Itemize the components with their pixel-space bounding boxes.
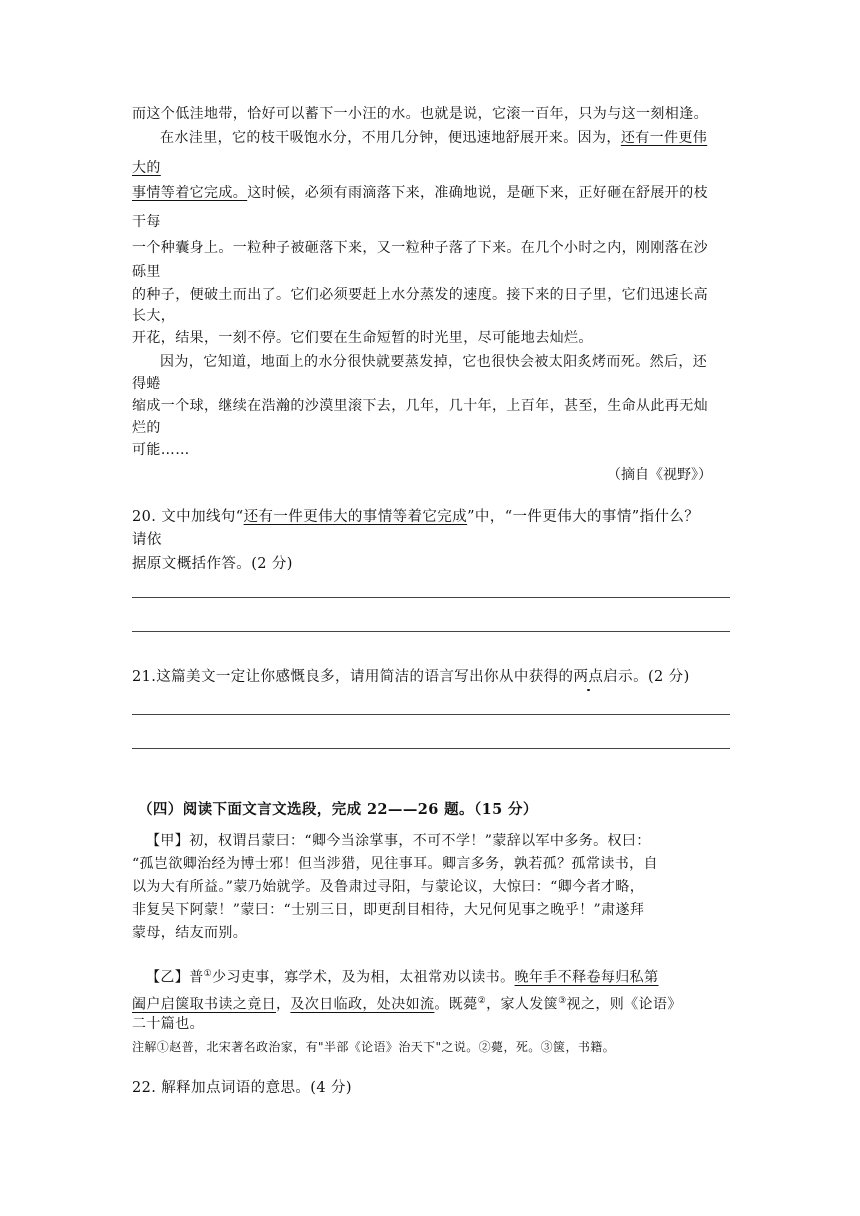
yi-line-2: 阖户启箧取书读之竟日，及次日临政，处决如流。既薨②，家人发箧③视之，则《论语》: [132, 996, 682, 1013]
answer-line-21-2[interactable]: [132, 748, 730, 749]
passage-line-9: 长大，: [132, 308, 176, 324]
answer-line-20-2[interactable]: [132, 631, 730, 632]
annotation-note: 注解①赵普，北宋著名政治家，有"半部《论语》治天下"之说。②薨，死。③箧，书籍。: [132, 1040, 616, 1054]
passage-line-11: 因为，它知道，地面上的水分很快就要蒸发掉，它也很快会被太阳炙烤而死。然后，还: [160, 354, 708, 370]
section-4-title: （四）阅读下面文言文选段，完成 22——26 题。（15 分）: [138, 801, 538, 818]
passage-line-5: 干每: [132, 214, 161, 230]
source-citation: （摘自《视野》）: [607, 467, 712, 483]
passage-line-3: 大的: [132, 160, 161, 176]
yi-line-3: 二十篇也。: [132, 1016, 204, 1032]
question-21: 21.这篇美文一定让你感慨良多，请用简洁的语言写出你从中获得的两点启示。(2 分): [132, 669, 690, 685]
passage-line-8: 的种子，便破土而出了。它们必须要赶上水分蒸发的速度。接下来的日子里，它们迅速长高: [132, 287, 708, 303]
passage-line-4: 事情等着它完成。这时候，必须有雨滴落下来，准确地说，是砸下来，正好砸在舒展开的枝: [132, 185, 709, 201]
passage-line-6: 一个种囊身上。一粒种子被砸落下来，又一粒种子落了下来。在几个小时之内，刚刚落在沙: [132, 240, 708, 256]
jia-line-3: 以为大有所益。”蒙乃始就学。及鲁肃过寻阳，与蒙论议，大惊曰：“卿今者才略，: [132, 879, 645, 895]
passage-line-1: 而这个低洼地带，恰好可以蓄下一小汪的水。也就是说，它滚一百年，只为与这一刻相逢。: [132, 106, 708, 122]
passage-line-12: 得蜷: [132, 376, 161, 392]
jia-line-4: 非复吴下阿蒙！”蒙曰：“士别三日，即更刮目相待，大兄何见事之晚乎！”肃遂拜: [132, 902, 645, 918]
jia-line-2: “孤岂欲卿治经为博士邪！但当涉猎，见往事耳。卿言多务，孰若孤？孤常读书，自: [132, 856, 658, 872]
yi-underlined-3: 及次日临政，处决如流: [290, 996, 435, 1013]
underlined-sentence-part-1: 还有一件更伟: [620, 130, 708, 146]
passage-line-15: 可能……: [132, 442, 190, 458]
passage-line-2: 在水洼里，它的枝干吸饱水分，不用几分钟，便迅速地舒展开来。因为，还有一件更伟: [160, 130, 708, 146]
passage-line-14: 烂的: [132, 420, 161, 436]
question-20: 20. 文中加线句“还有一件更伟大的事情等着它完成”中，“一件更伟大的事情”指什么？: [132, 509, 700, 525]
dotted-words: 两点: [573, 669, 604, 685]
yi-line-1: 【乙】普①少习吏事，寡学术，及为相，太祖常劝以读书。晚年手不释卷每归私第: [146, 969, 659, 986]
answer-line-21-1[interactable]: [132, 714, 730, 715]
q20-quoted-sentence: 还有一件更伟大的事情等着它完成: [243, 509, 468, 525]
question-20-line-2: 请依: [132, 532, 162, 548]
jia-line-5: 蒙母，结友而别。: [132, 925, 248, 941]
question-22: 22. 解释加点词语的意思。(4 分): [132, 1080, 352, 1096]
passage-line-10: 开花，结果，一刻不停。它们要在生命短暂的时光里，尽可能地去灿烂。: [132, 330, 593, 346]
question-20-line-3: 据原文概括作答。(2 分): [132, 556, 293, 572]
jia-line-1: 【甲】初，权谓吕蒙曰：“卿今当涂掌事，不可不学！”蒙辞以军中多务。权曰：: [146, 833, 651, 849]
yi-underlined-2: 阖户启箧取书读之竟日: [132, 996, 276, 1013]
yi-underlined-1: 晚年手不释卷每归私第: [514, 969, 659, 986]
underlined-sentence-part-2: 事情等着它完成。: [132, 185, 248, 201]
answer-line-20-1[interactable]: [132, 597, 730, 598]
passage-line-7: 砾里: [132, 264, 161, 280]
passage-line-13: 缩成一个球，继续在浩瀚的沙漠里滚下去，几年，几十年，上百年，甚至，生命从此再无灿: [132, 398, 708, 414]
